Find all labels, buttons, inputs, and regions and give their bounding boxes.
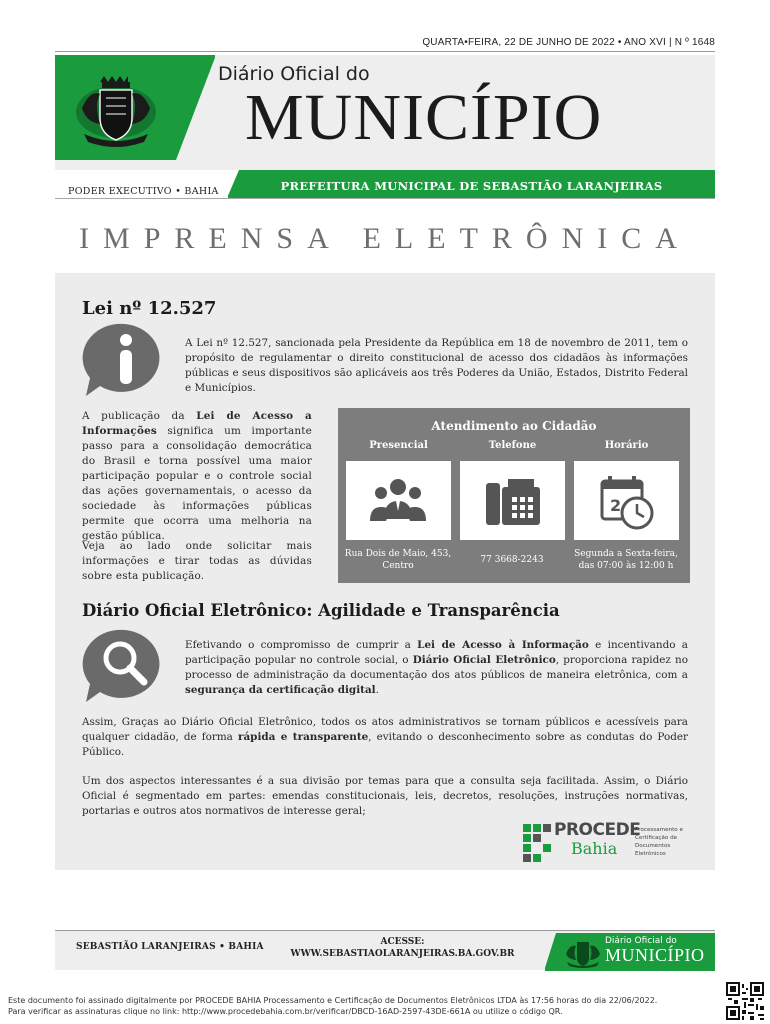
telefone-card [460,461,565,540]
footer-logo-subtitle: Diário Oficial do [605,936,677,946]
lei-publication-rest: significa um importante passo para a consolidação democrática do Brasil e torna possível uma maior participação popular e o controle social das ações governamentais, o acesso da sociedade às informações públicas permite que ocorra uma melhoria na gestão pública. [82,425,312,542]
lei-intro-paragraph: A Lei nº 12.527, sancionada pela Presidente da República em 18 de novembro de 2011, tem o propósito de regulamentar o direito constitucional de acesso dos cidadãos às informações públicas e seus dispositivos são aplicáveis aos três Poderes da União, Estados, Distrito Federal e Municípios. [185,337,688,394]
procede-bahia-logo [521,818,691,866]
procede-mark-icon [521,822,555,862]
verification-qr-code[interactable] [726,982,764,1020]
prefeitura-title: PREFEITURA MUNICIPAL DE SEBASTIÃO LARANJEIRAS [280,179,663,193]
procede-description [635,826,683,858]
people-icon [346,461,451,540]
signature-line-2[interactable]: Para verificar as assinaturas clique no link: http://www.procedebahia.com.br/verificar/DBCD-16AD-2597-43DE-661A ou utilize o código QR. [8,1007,563,1016]
lei-see-side-paragraph: Veja ao lado onde solicitar mais informações e tirar todas as dúvidas sobre esta publicação. [82,540,312,582]
top-divider [55,51,715,52]
procede-desc-line: Certificação de [635,835,678,841]
footer-website-link[interactable]: WWW.SEBASTIAOLARANJEIRAS.BA.GOV.BR [290,949,515,959]
footer-divider [55,930,715,931]
p1-bold-seguranca: segurança da certificação digital [185,684,376,696]
p2-bold-rapida: rápida e transparente [237,731,369,743]
digital-signature-note [8,995,657,1017]
masthead-title: MUNICÍPIO [245,81,603,154]
atendimento-telefone: 77 3668-2243 [480,555,544,565]
lei-publication-paragraph [82,409,312,544]
atendimento-header-horario: Horário [604,440,649,451]
procede-name: PROCEDE [554,820,641,840]
procede-sub: Bahia [571,839,618,858]
p1-text-c: e incentivando a participação popular no controle social, o [185,639,688,666]
issue-date-line: QUARTA•FEIRA, 22 DE JUNHO DE 2022 • ANO XVI | N º 1648 [422,37,715,48]
imprensa-eletronica-banner: IMPRENSA ELETRÔNICA [79,222,691,255]
p1-text-e: , proporciona rapidez no processo de administração da documentação dos atos públicos de maneira eletrônica, com a [185,654,688,681]
p2-text-a: Assim, Graças ao Diário Oficial Eletrônico, todos os atos administrativos se tornam públicos e acessíveis para qualquer cidadão, de forma [82,716,688,743]
footer-logo-title: MUNICÍPIO [605,945,705,965]
phone-icon [460,461,565,540]
atendimento-endereco: Rua Dois de Maio, 453, Centro [344,549,452,571]
calendar-clock-icon [574,461,679,540]
atendimento-horario: Segunda a Sexta-feira, das 07:00 às 12:00 h [574,549,678,571]
atendimento-header-telefone: Telefone [488,440,537,451]
footer-acesse-label: ACESSE: [380,937,425,947]
footer-municipality: SEBASTIÃO LARANJEIRAS • BAHIA [76,942,264,952]
footer-coat-of-arms [563,938,603,968]
diario-paragraph-1 [185,638,688,698]
info-bubble-icon [80,320,168,400]
signature-line-1: Este documento foi assinado digitalmente por PROCEDE BAHIA Processamento e Certificação de Documentos Eletrônicos LTDA às 17:56 horas do dia 22/06/2022. [8,996,658,1005]
poder-executivo-label: PODER EXECUTIVO • BAHIA [68,186,219,197]
p1-bold-diario: Diário Oficial Eletrônico [412,654,556,666]
presencial-card [346,461,451,540]
diario-paragraph-2 [82,715,688,760]
footer-acesse [285,936,520,960]
atendimento-header-presencial: Presencial [369,440,428,451]
procede-desc-line: Processamento e [635,827,683,833]
lei-publication-prefix: A publicação da [82,410,197,422]
procede-desc-line: Documentos [635,843,671,849]
lei-section-title: Lei nº 12.527 [82,298,217,319]
diario-section-title: Diário Oficial Eletrônico: Agilidade e Transparência [82,601,560,620]
atendimento-title: Atendimento ao Cidadão [431,419,597,433]
masthead-bottom-divider [55,198,715,199]
diario-paragraph-3: Um dos aspectos interessantes é a sua divisão por temas para que a consulta seja facilitada. Assim, o Diário Oficial é segmentado em partes: emendas constitucionais, leis, decretos, resoluções, instruções normativas, portarias e outros atos normativos de interesse geral; [82,775,688,817]
masthead-subtitle: Diário Oficial do [218,63,370,85]
lei-acesso-bold: Lei de Acesso a Informações [82,410,312,437]
municipal-coat-of-arms [72,68,160,150]
horario-card [574,461,679,540]
svg-text:2: 2 [610,496,622,515]
p1-bold-lei: Lei de Acesso à Informação [417,639,589,651]
procede-desc-line: Eletrônicos [635,851,666,857]
p2-text-c: , evitando o desconhecimento sobre as condutas do Poder Público. [82,731,689,758]
p1-text-a: Efetivando o compromisso de cumprir a [185,639,418,651]
p1-text-g: . [375,684,379,696]
search-bubble-icon [80,626,168,706]
